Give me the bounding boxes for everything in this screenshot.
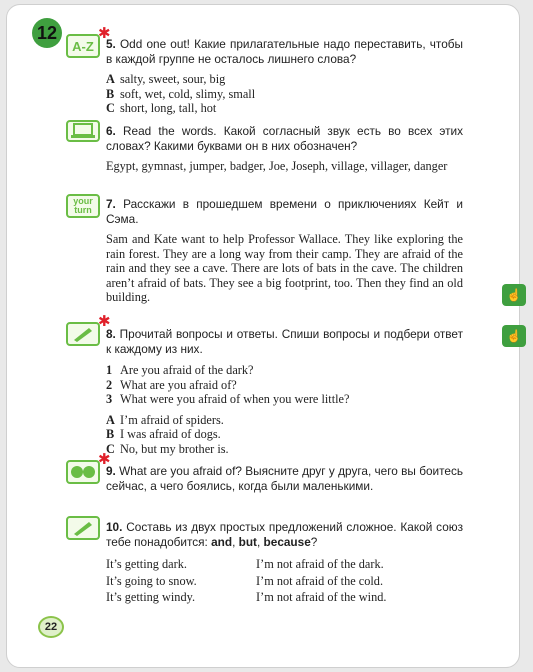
- exercise-instruction: Составь из двух простых предложений сложное. Какой союз тебе понадобится:: [106, 520, 464, 549]
- option-c: C short, long, tall, hot: [106, 101, 217, 115]
- exercise-number: 5.: [106, 37, 116, 51]
- conjunction-because: because: [263, 535, 311, 549]
- answer-a: A I’m afraid of spiders.: [106, 412, 224, 427]
- exercise-instruction: Read the words. Какой согласный звук есть во всех этих словах? Какими буквами он в них обозначен?: [106, 124, 463, 153]
- exercise-instruction: Odd one out! Какие прилагательные надо переставить, чтобы в каждой группе не осталось лишнего слова?: [106, 37, 463, 66]
- option-a: A salty, sweet, sour, big: [106, 72, 226, 86]
- hand-icon[interactable]: ☝: [502, 325, 526, 347]
- exercise-7: [106, 197, 463, 305]
- exercise-number: 10.: [106, 520, 123, 534]
- a-z-icon: A-Z: [66, 34, 100, 58]
- question-3: 3 What were you afraid of when you were little?: [106, 392, 350, 406]
- faces-icon: [66, 460, 100, 484]
- star-icon: ✱: [98, 451, 111, 468]
- exercise-number: 6.: [106, 124, 116, 138]
- exercise-number: 9.: [106, 464, 116, 478]
- exercise-8: [106, 327, 463, 456]
- question-1: 1 Are you afraid of the dark?: [106, 363, 254, 377]
- exercise-number: 7.: [106, 197, 116, 211]
- exercise-10: 10. Составь из двух простых предложений сложное. Какой союз тебе понадобится: and, but, because? It’s getting dark. I’m not afraid of the dark. It’s going to snow. I’m not afraid of the cold. It’s getting windy. I’m not afraid of the wind.: [106, 520, 464, 604]
- exercise-instruction: What are you afraid of? Выясните друг у друга, чего вы боитесь сейчас, а чего боялись, когда были маленькими.: [106, 464, 463, 493]
- star-icon: ✱: [98, 313, 111, 330]
- exercise-instruction: Прочитай вопросы и ответы. Спиши вопросы и подбери ответ к каждому из них.: [106, 327, 463, 356]
- option-b: B soft, wet, cold, slimy, small: [106, 86, 256, 101]
- exercise-number: 8.: [106, 327, 116, 341]
- story-text: Sam and Kate want to help Professor Wallace. They like exploring the rain forest. They are a long way from their camp. They are afraid of the rain and they see a cave. There are lots of bats in the cave. The children aren’t afraid of bats. They see a big footprint, too. Then they find an old building.: [106, 232, 463, 304]
- your-turn-icon: your turn: [66, 194, 100, 218]
- hand-icon[interactable]: ☝: [502, 284, 526, 306]
- answer-b: B I was afraid of dogs.: [106, 427, 221, 441]
- sentence-pair: It’s going to snow. I’m not afraid of the cold.: [106, 573, 384, 588]
- exercise-instruction: Расскажи в прошедшем времени о приключениях Кейт и Сэма.: [106, 197, 463, 226]
- sentence-pair: It’s getting dark. I’m not afraid of the dark.: [106, 557, 384, 571]
- unit-badge: 12: [32, 18, 62, 48]
- sentence-pair: It’s getting windy. I’m not afraid of the wind.: [106, 590, 387, 604]
- pencil-icon: [66, 516, 100, 540]
- exercise-5: [106, 37, 463, 116]
- conjunction-but: but: [238, 535, 257, 549]
- pencil-icon: [66, 322, 100, 346]
- answer-c: C No, but my brother is.: [106, 441, 229, 456]
- exercise-9: [106, 464, 463, 494]
- page-number: 22: [38, 616, 64, 638]
- star-icon: ✱: [98, 25, 111, 42]
- exercise-6: [106, 124, 463, 174]
- word-list: Egypt, gymnast, jumper, badger, Joe, Joseph, village, villager, danger: [106, 159, 448, 173]
- question-2: 2 What are you afraid of?: [106, 377, 237, 392]
- conjunction-and: and: [211, 535, 233, 549]
- laptop-icon: [66, 120, 100, 142]
